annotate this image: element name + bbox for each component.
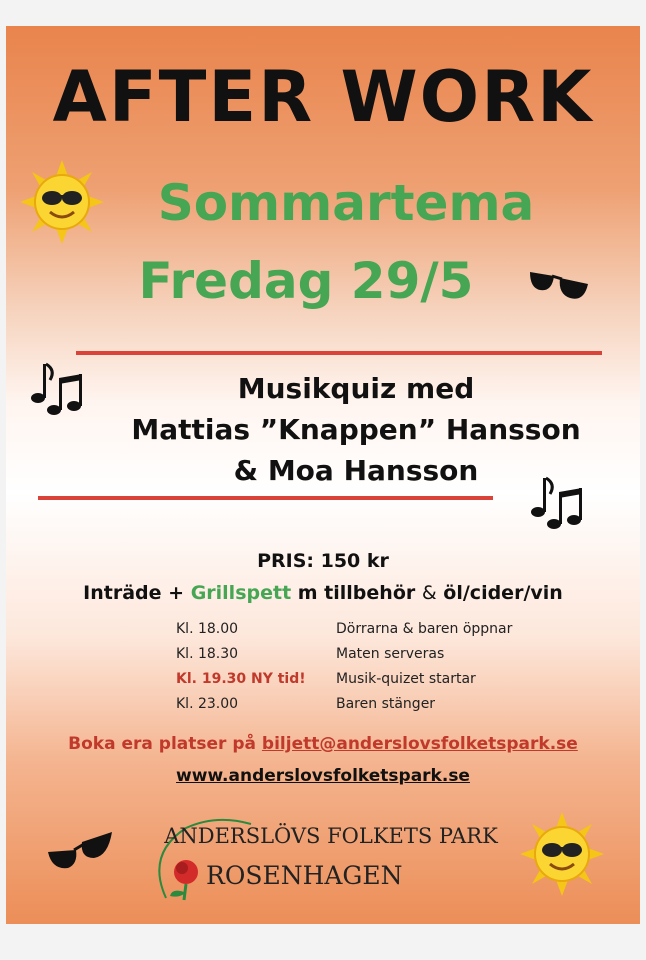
schedule-row [176,666,512,691]
booking-text: Boka era platser på [68,734,262,754]
divider-bottom [38,496,493,500]
poster-title: AFTER WORK [52,56,594,138]
logo-top-text: ANDERSLÖVS FOLKETS PARK [164,824,498,848]
includes-part-2: m tillbehör [291,582,422,604]
schedule-time: Kl. 18.00 [176,620,239,637]
schedule-time: Kl. 18.30 [176,645,239,662]
includes-part-3: öl/cider/vin [436,582,563,604]
schedule-event: Maten serveras [336,645,445,662]
includes-highlight: Grillspett [190,582,292,604]
music-notes-icon [528,470,584,530]
booking-line [6,734,640,754]
schedule-event: Dörrarna & baren öppnar [336,620,513,637]
theme-heading: Sommartema [157,174,535,232]
poster [6,26,640,924]
price-label: PRIS: 150 kr [257,550,389,572]
sunglasses-icon [528,266,590,306]
schedule-row [176,641,512,666]
logo-bottom-text: ROSENHAGEN [206,861,403,890]
booking-email-link[interactable]: biljett@anderslovsfolketspark.se [261,734,578,754]
schedule-row [176,616,512,641]
schedule-event: Baren stänger [336,695,436,712]
schedule-time: Kl. 23.00 [176,695,239,712]
schedule-row [176,691,512,716]
quiz-line-1: Musikquiz med [237,372,475,405]
schedule-table [176,616,512,716]
includes-line [6,582,640,604]
quiz-line-3: & Moa Hansson [233,454,479,487]
includes-part-1: Inträde + [83,582,191,604]
sunglasses-icon [46,826,116,876]
sun-with-sunglasses-icon [520,812,604,896]
date-heading: Fredag 29/5 [138,252,474,310]
website-line [6,766,640,786]
divider-top [76,351,602,355]
website-link[interactable]: www.anderslovsfolketspark.se [176,766,470,786]
includes-amp: & [421,582,437,604]
quiz-line-2: Mattias ”Knappen” Hansson [131,413,581,446]
schedule-event: Musik-quizet startar [336,670,476,687]
schedule-time: Kl. 19.30 NY tid! [176,670,306,687]
